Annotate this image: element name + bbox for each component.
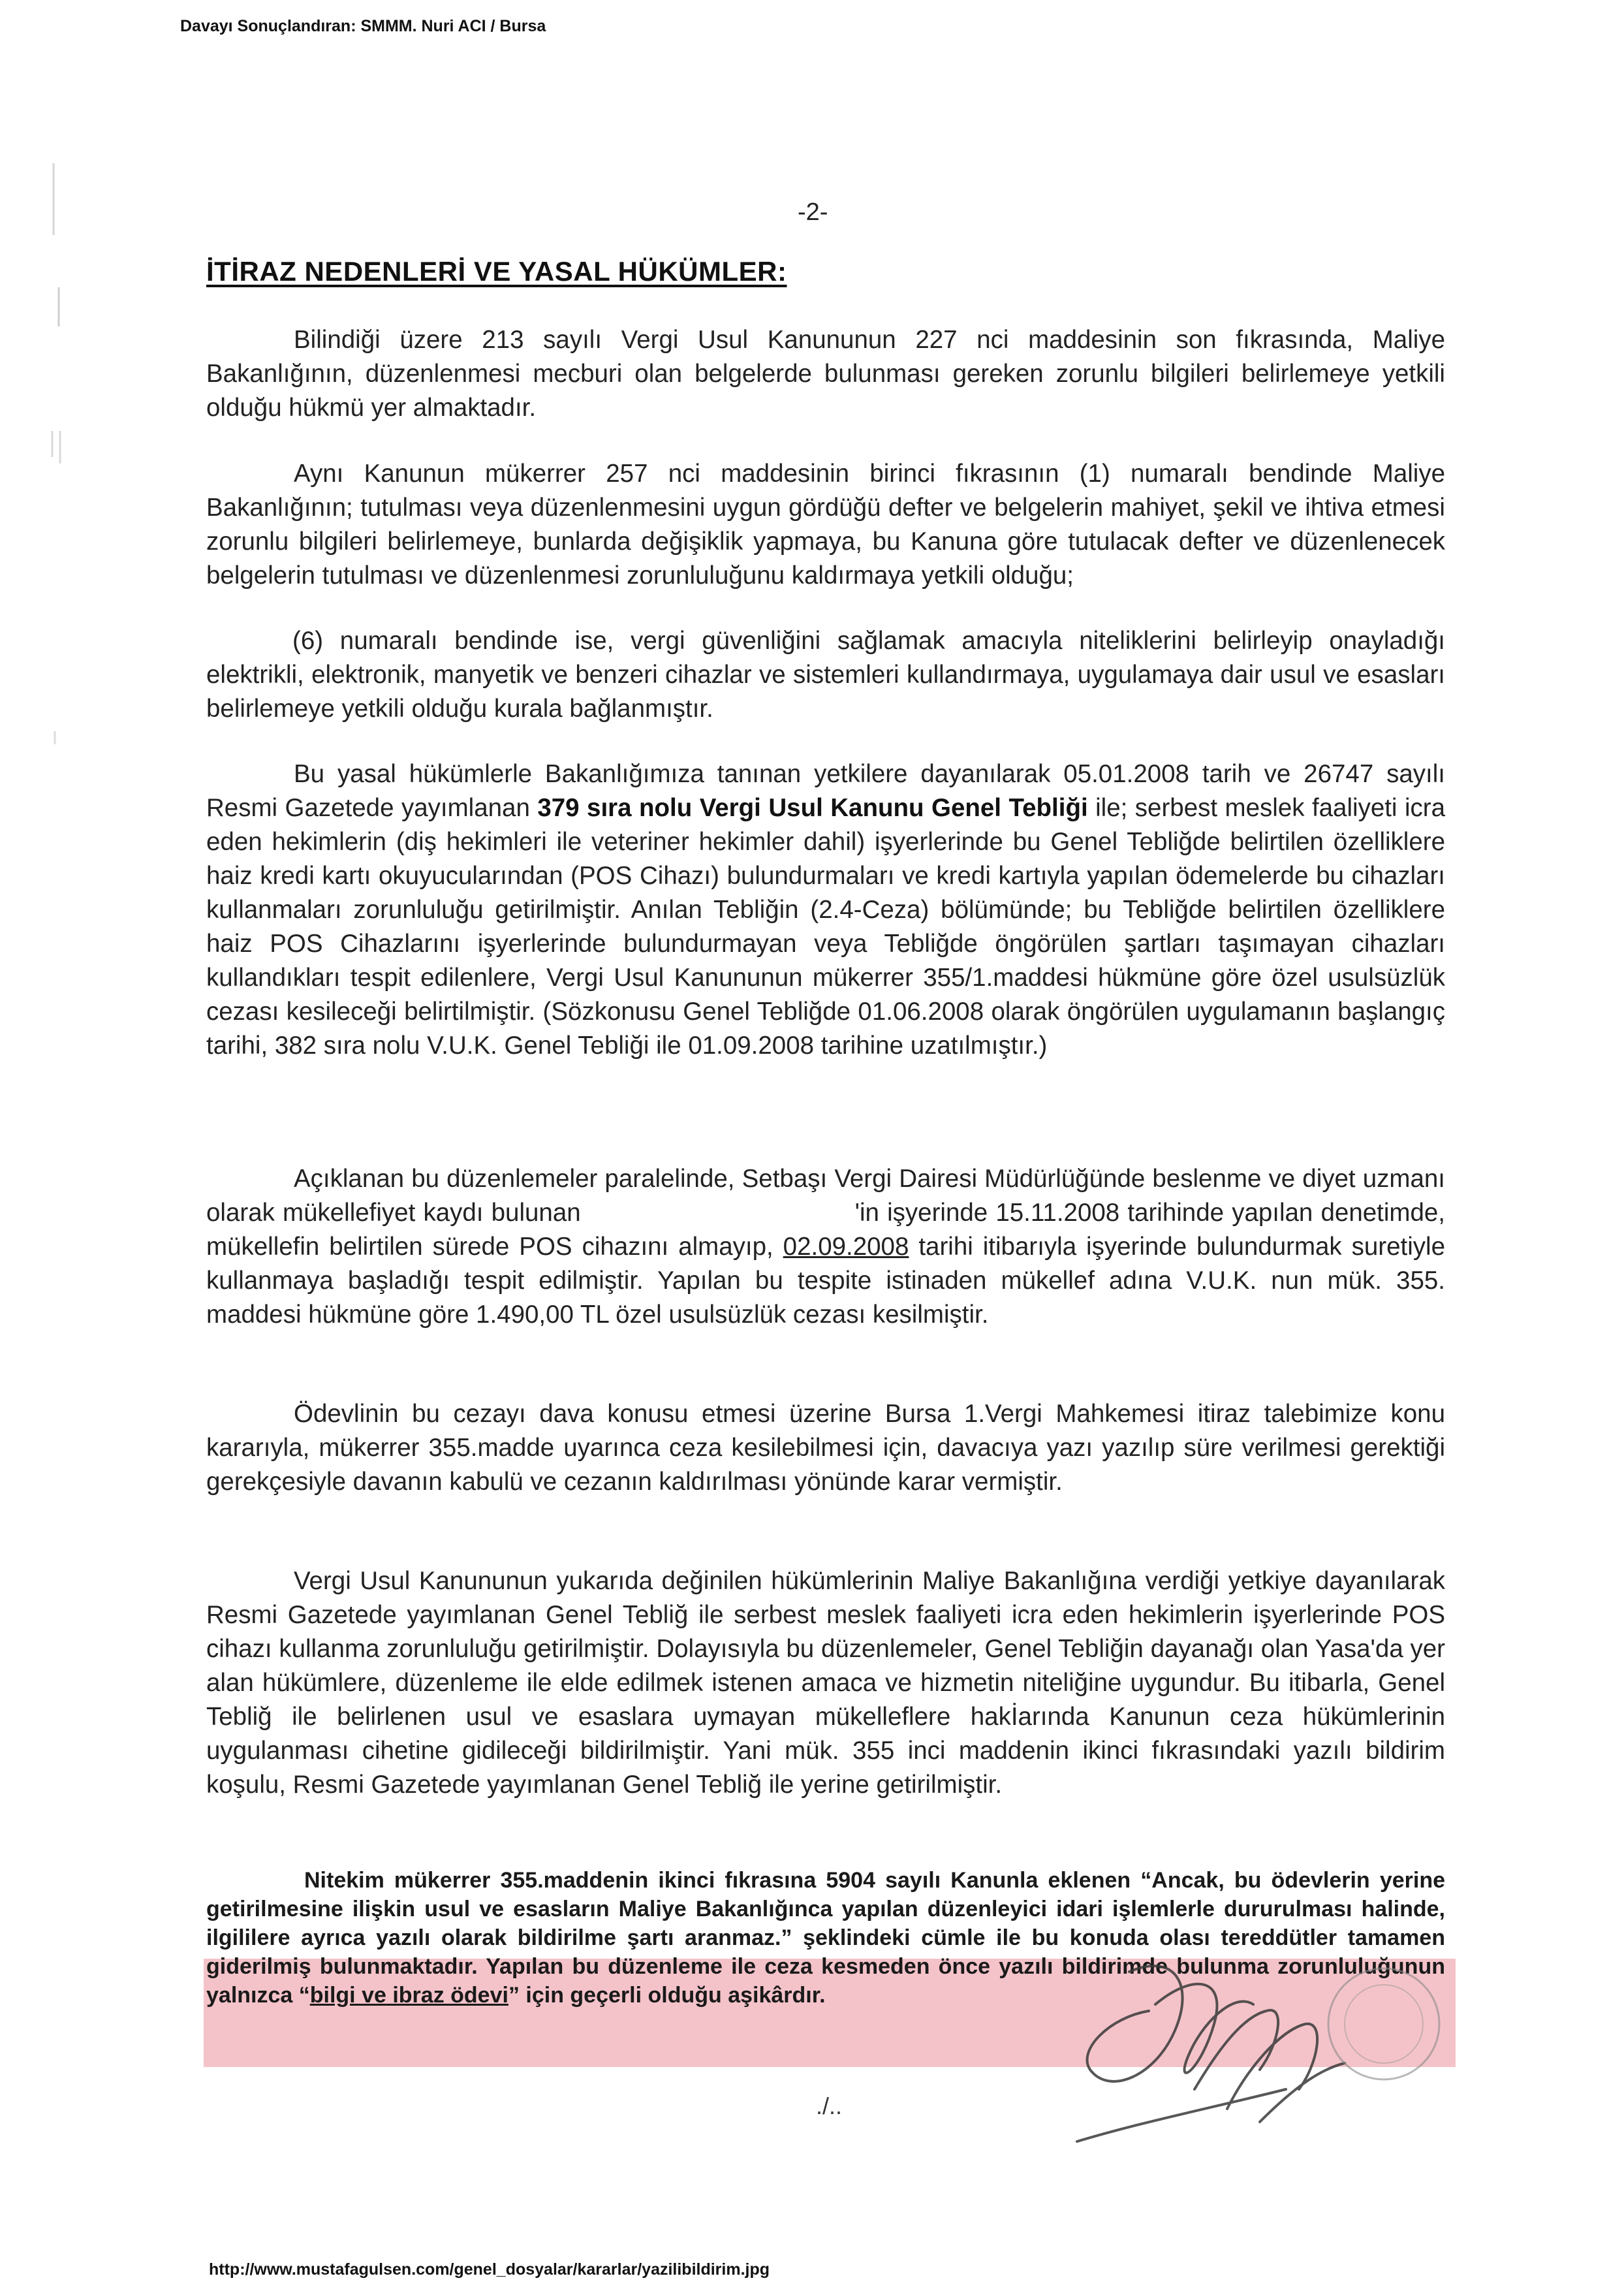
paragraph-5-text-c: tarihi itibarıyla işyerinde bulundurmak suretiyle kullanmaya başladığı tespit edilmiştir. Yapılan bu tespite istinaden mükellef adına V.U.K. nun mük. 355. maddesi hükmüne göre 1.490,00 TL özel usulsüzlük cezası kesilmiştir. [206, 1233, 1445, 1329]
paragraph-5-text-a: Açıklanan bu düzenlemeler paralelinde, Setbaşı Vergi Dairesi Müdürlüğünde beslenme ve diyet uzmanı olarak mükellefiyet kaydı bulunan [206, 1165, 1445, 1227]
section-title: İTİRAZ NEDENLERİ VE YASAL HÜKÜMLER: [206, 256, 787, 287]
signature-stamp [979, 1874, 1449, 2174]
paragraph-8-text-a: Nitekim mükerrer 355.maddenin ikinci fıkrasına 5904 sayılı Kanunla eklenen “Ancak, bu ödevlerin yerine getirilmesine ilişkin usul ve esasların Maliye Bakanlığınca yapılan düzenleyici idari işlemlerle dururulması halinde, ilgililere ayrıca yazılı olarak bildirilme şartı aranmaz.” şeklindeki cümle ile bu konuda olası tereddütler tamamen giderilmiş bulunmaktadır. Yapılan bu düzenleme ile ceza kesmeden önce yazılı bildirimde bulunma zorunluluğunun yalnızca “ [206, 1868, 1445, 2008]
paragraph-2: Aynı Kanunun mükerrer 257 nci maddesinin birinci fıkrasının (1) numaralı bendinde Maliye Bakanlığının; tutulması veya düzenlenmesini uygun gördüğü defter ve belgelerin mahiyet, şekil ve ihtiva etmesi zorunlu bilgileri belirlemeye, bunlarda değişiklik yapmaya, bu Kanuna göre tutulacak defter ve düzenlenecek belgelerin tutulması ve düzenlenmesi zorunluluğunu kaldırmaya yetkili olduğu; [206, 460, 1445, 590]
paragraph-8-text-b: ” için geçerli olduğu aşikârdır. [508, 1983, 826, 2008]
header-note: Davayı Sonuçlandıran: SMMM. Nuri ACI / Bursa [180, 17, 546, 35]
page-number: -2- [798, 198, 828, 226]
paragraph-4-text-a: Bu yasal hükümlerle Bakanlığımıza tanınan yetkilere dayanılarak 05.01.2008 tarih ve 26747 sayılı Resmi Gazetede yayımlanan [206, 760, 1445, 822]
paragraph-4 [206, 757, 1445, 1063]
paragraph-6: Ödevlinin bu cezayı dava konusu etmesi üzerine Bursa 1.Vergi Mahkemesi itiraz talebimize konu kararıyla, mükerrer 355.madde uyarınca ceza kesilebilmesi için, davacıya yazı yazılıp süre verilmesi gerektiği gerekçesiyle davanın kabulü ve cezanın kaldırılması yönünde karar vermiştir. [206, 1400, 1445, 1496]
paragraph-4-tebligi: 379 sıra nolu Vergi Usul Kanunu Genel Tebliği [537, 794, 1088, 822]
paragraph-7: Vergi Usul Kanununun yukarıda değinilen hükümlerinin Maliye Bakanlığına verdiği yetkiye dayanılarak Resmi Gazetede yayımlanan Genel Tebliğ ile serbest meslek faaliyeti icra eden hekimlerin işyerlerinde POS cihazı kullanma zorunluluğu getirilmiştir. Dolayısıyla bu düzenlemeler, Genel Tebliğin dayanağı olan Yasa'da yer alan hükümlere, düzenleme ile elde edilmek istenen amaca ve hizmetin niteliğine uygundur. Bu itibarla, Genel Tebliğ ile belirlenen usul ve esaslara uymayan mükelleflere hakİarında Kanunun ceza hükümlerinin uygulanması cihetine gidileceği bildirilmiştir. Yani mük. 355 inci maddenin ikinci fıkrasındaki yazılı bildirim koşulu, Resmi Gazetede yayımlanan Genel Tebliğ ile yerine getirilmiştir. [206, 1567, 1445, 1799]
continuation-mark: ./.. [816, 2093, 843, 2119]
paragraph-5-date: 02.09.2008 [783, 1233, 909, 1261]
paragraph-1: Bilindiği üzere 213 sayılı Vergi Usul Kanununun 227 nci maddesinin son fıkrasında, Maliye Bakanlığının, düzenlenmesi mecburi olan belgelerde bulunması gereken zorunlu bilgileri belirlemeye yetkili olduğu hükmü yer almaktadır. [206, 326, 1445, 422]
paragraph-3: (6) numaralı bendinde ise, vergi güvenliğini sağlamak amacıyla niteliklerini belirleyip onayladığı elektrikli, elektronik, manyetik ve benzeri cihazlar ve sistemleri kullandırmaya, uygulamaya dair usul ve esasları belirlemeye yetkili olduğu kurala bağlanmıştır. [206, 627, 1445, 723]
footer-url: http://www.mustafagulsen.com/genel_dosyalar/kararlar/yazilibildirim.jpg [209, 2260, 770, 2279]
paragraph-4-text-b: ile; serbest meslek faaliyeti icra eden hekimlerin (diş hekimleri ile veteriner hekimler dahil) işyerlerinde bu Genel Tebliğde belirtilen özelliklere haiz kredi kartı okuyucularından (POS Cihazı) bulundurmaları ve kredi kartıyla yapılan ödemelerde bu cihazları kullanmaları zorunluluğu getirilmiştir. Anılan Tebliğin (2.4-Ceza) bölümünde; bu Tebliğde belirtilen özelliklere haiz POS Cihazlarını işyerlerinde bulundurmayan veya Tebliğde öngörülen şartları taşımayan cihazları kullandıkları tespit edilenlere, Vergi Usul Kanununun mükerrer 355/1.maddesi hükmüne göre özel usulsüzlük cezası kesileceği belirtilmiştir. (Sözkonusu Genel Tebliğde 01.06.2008 olarak öngörülen uygulamanın başlangıç tarihi, 382 sıra nolu V.U.K. Genel Tebliği ile 01.09.2008 tarihine uzatılmıştır.) [206, 794, 1445, 1060]
scan-margin-marks [46, 157, 72, 744]
paragraph-5 [206, 1162, 1445, 1332]
paragraph-5-text-b: 'in işyerinde 15.11.2008 tarihinde yapılan denetimde, mükellefin belirtilen sürede POS cihazını almayıp, [206, 1199, 1445, 1261]
paragraph-8-underlined: bilgi ve ibraz ödevi [309, 1983, 508, 2008]
